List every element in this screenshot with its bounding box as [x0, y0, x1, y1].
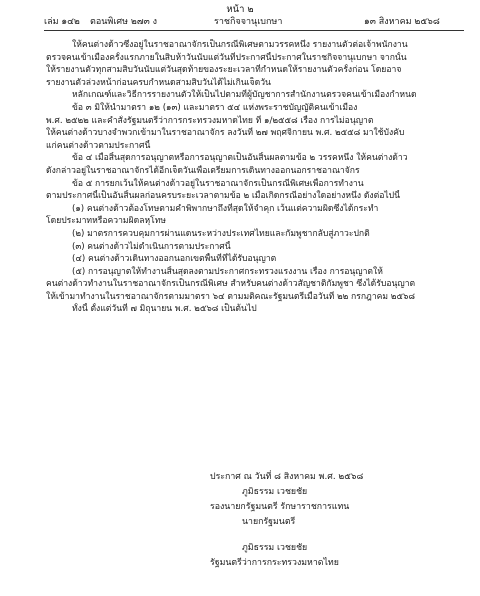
announcement-date: ประกาศ ณ วันที่ ๘ สิงหาคม พ.ศ. ๒๕๖๘	[210, 472, 364, 482]
signature-block	[210, 541, 460, 571]
body-line: รายงานตัวล่วงหน้าก่อนครบกำหนดสามสิบวันได้ไม่เกินเจ็ดวัน	[46, 77, 271, 88]
body-line: คนต่างด้าวทำงานในราชอาณาจักรเป็นกรณีพิเศษ สำหรับคนต่างด้าวสัญชาติกัมพูชา ซึ่งได้รับอนุญาต	[46, 279, 416, 290]
body-line: ตามประกาศนี้เป็นอันสิ้นผลก่อนครบระยะเวลาตามข้อ ๒ เมื่อเกิดกรณีอย่างใดอย่างหนึ่ง ดังต่อไปนี้	[46, 191, 401, 202]
signer-position: รัฐมนตรีว่าการกระทรวงมหาดไทย	[210, 558, 339, 568]
clause-5: ข้อ ๕ การยกเว้นให้คนต่างด้าวอยู่ในราชอาณาจักรเป็นกรณีพิเศษเพื่อการทำงาน	[72, 178, 364, 189]
item-2: (๒) มาตรการควบคุมการผ่านแดนระหว่างประเทศไทยและกัมพูชากลับสู่ภาวะปกติ	[72, 228, 370, 239]
page-number: หน้า ๒	[226, 4, 254, 15]
signer-position: นายกรัฐมนตรี	[242, 517, 296, 527]
body-line: พ.ศ. ๒๕๒๒ และคำสั่งรัฐมนตรีว่าการกระทรวงมหาดไทย ที่ ๑/๒๕๕๘ เรื่อง การไม่อนุญาต	[46, 115, 374, 126]
item-3: (๓) คนต่างด้าวไม่ดำเนินการตามประกาศนี้	[72, 241, 231, 252]
document-body	[46, 39, 464, 316]
body-line: ให้รายงานตัวทุกสามสิบวันนับแต่วันสุดท้ายของระยะเวลาที่กำหนดให้รายงานตัวครั้งก่อน โดยอาจ	[46, 65, 402, 76]
body-line: แก่คนต่างด้าวตามประกาศนี้	[46, 140, 151, 151]
item-5: (๕) การอนุญาตให้ทำงานสิ้นสุดลงตามประกาศกระทรวงแรงงาน เรื่อง การอนุญาตให้	[72, 266, 383, 277]
signer-name: ภูมิธรรม เวชยชัย	[242, 487, 308, 497]
body-line: ตรวจคนเข้าเมืองครั้งแรกภายในสิบห้าวันนับแต่วันที่ประกาศนี้ประกาศในราชกิจจานุเบกษา จากนั้น	[46, 52, 407, 63]
item-4: (๔) คนต่างด้าวเดินทางออกนอกเขตพื้นที่ที่ได้รับอนุญาต	[72, 254, 277, 265]
item-1: (๑) คนต่างด้าวต้องโทษตามคำพิพากษาถึงที่สุดให้จำคุก เว้นแต่ความผิดซึ่งได้กระทำ	[72, 203, 379, 214]
body-line: ให้คนต่างด้าวซึ่งอยู่ในราชอาณาจักรเป็นกรณีพิเศษตามวรรคหนึ่ง รายงานตัวต่อเจ้าพนักงาน	[72, 40, 408, 50]
body-line: ให้เข้ามาทำงานในราชอาณาจักรตามมาตรา ๖๔ ตามมติคณะรัฐมนตรีเมื่อวันที่ ๒๒ กรกฎาคม ๒๕๖๘	[46, 291, 416, 302]
signature-block	[210, 470, 460, 530]
volume-number: เล่ม ๑๔๒	[44, 17, 80, 27]
gazette-title: ราชกิจจานุเบกษา	[214, 17, 283, 27]
issue-date: ๑๓ สิงหาคม ๒๕๖๘	[364, 17, 440, 27]
clause-4: ข้อ ๔ เมื่อสิ้นสุดการอนุญาตหรือการอนุญาตเป็นอันสิ้นผลตามข้อ ๒ วรรคหนึ่ง ให้คนต่างด้าว	[72, 153, 408, 164]
body-line: หลักเกณฑ์และวิธีการรายงานตัวให้เป็นไปตามที่ผู้บัญชาการสำนักงานตรวจคนเข้าเมืองกำหนด	[72, 90, 417, 101]
body-line: ให้คนต่างด้าวบางจำพวกเข้ามาในราชอาณาจักร ลงวันที่ ๒๗ พฤศจิกายน พ.ศ. ๒๕๕๘ มาใช้บังคับ	[46, 128, 405, 139]
body-line: โดยประมาทหรือความผิดลหุโทษ	[46, 216, 167, 227]
header-rule	[44, 30, 464, 31]
gazette-header	[44, 14, 464, 28]
signer-name: ภูมิธรรม เวชยชัย	[242, 543, 308, 553]
effective-date: ทั้งนี้ ตั้งแต่วันที่ ๗ มิถุนายน พ.ศ. ๒๕๖๘ เป็นต้นไป	[72, 304, 257, 315]
clause-3: ข้อ ๓ มิให้นำมาตรา ๑๒ (๑๓) และมาตรา ๕๔ แห่งพระราชบัญญัติคนเข้าเมือง	[72, 102, 358, 113]
body-line: ดังกล่าวอยู่ในราชอาณาจักรได้อีกเจ็ดวันเพื่อเตรียมการเดินทางออกนอกราชอาณาจักร	[46, 165, 360, 176]
issue-part: ตอนพิเศษ ๒๗๓ ง	[90, 17, 158, 27]
signer-position: รองนายกรัฐมนตรี รักษาราชการแทน	[210, 502, 350, 512]
